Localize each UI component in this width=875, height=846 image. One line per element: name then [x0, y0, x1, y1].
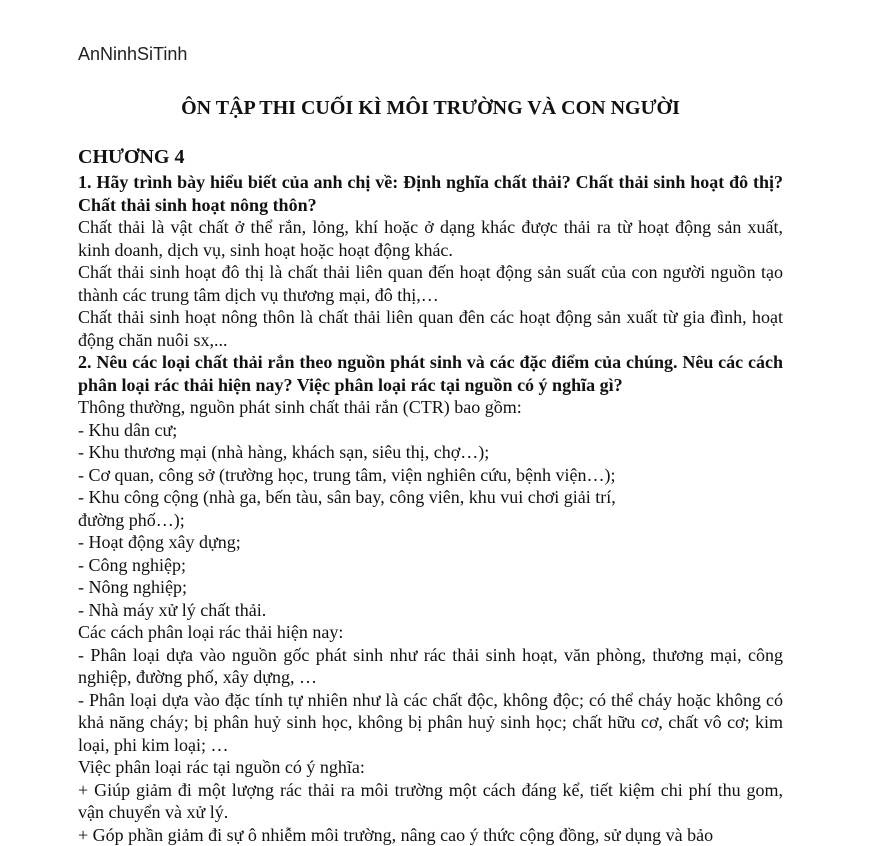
- list-item: - Khu công cộng (nhà ga, bến tàu, sân bay, công viên, khu vui chơi giải trí,: [78, 486, 783, 509]
- list-item: đường phố…);: [78, 509, 783, 532]
- list-item: - Cơ quan, công sở (trường học, trung tâm, viện nghiên cứu, bệnh viện…);: [78, 464, 783, 487]
- list-item: - Nông nghiệp;: [78, 576, 783, 599]
- question-1: 1. Hãy trình bày hiểu biết của anh chị về: Định nghĩa chất thải? Chất thải sinh hoạt đô thị? Chất thải sinh hoạt nông thôn?: [78, 171, 783, 216]
- document-title: ÔN TẬP THI CUỐI KÌ MÔI TRƯỜNG VÀ CON NGƯỜI: [78, 97, 783, 120]
- answer-paragraph: Chất thải là vật chất ở thể rắn, lỏng, khí hoặc ở dạng khác được thải ra từ hoạt động sản xuất, kinh doanh, dịch vụ, sinh hoạt hoặc hoạt động khác.: [78, 216, 783, 261]
- chapter-heading: CHƯƠNG 4: [78, 146, 184, 169]
- meaning-intro: Việc phân loại rác tại nguồn có ý nghĩa:: [78, 756, 783, 779]
- document-body: [78, 171, 783, 846]
- answer-paragraph: - Phân loại dựa vào đặc tính tự nhiên như là các chất độc, không độc; có thể cháy hoặc không có khả năng cháy; bị phân huỷ sinh học, không bị phân huỷ sinh học; chất hữu cơ, chất vô cơ; kim loại, phi kim loại; …: [78, 689, 783, 757]
- list-item: - Công nghiệp;: [78, 554, 783, 577]
- answer-paragraph: - Phân loại dựa vào nguồn gốc phát sinh như rác thải sinh hoạt, văn phòng, thương mại, công nghiệp, đường phố, xây dựng, …: [78, 644, 783, 689]
- answer-paragraph: Chất thải sinh hoạt đô thị là chất thải liên quan đến hoạt động sản suất của con người nguồn tạo thành các trung tâm dịch vụ thương mại, đô thị,…: [78, 261, 783, 306]
- methods-intro: Các cách phân loại rác thải hiện nay:: [78, 621, 783, 644]
- sources-intro: Thông thường, nguồn phát sinh chất thải rắn (CTR) bao gồm:: [78, 396, 783, 419]
- answer-paragraph: Chất thải sinh hoạt nông thôn là chất thải liên quan đên các hoạt động sản xuất từ gia đình, hoạt động chăn nuôi sx,...: [78, 306, 783, 351]
- answer-paragraph: + Góp phần giảm đi sự ô nhiễm môi trường, nâng cao ý thức cộng đồng, sử dụng và bảo: [78, 824, 783, 846]
- list-item: - Khu dân cư;: [78, 419, 783, 442]
- list-item: - Khu thương mại (nhà hàng, khách sạn, siêu thị, chợ…);: [78, 441, 783, 464]
- answer-paragraph: + Giúp giảm đi một lượng rác thải ra môi trường một cách đáng kể, tiết kiệm chi phí thu gom, vận chuyển và xử lý.: [78, 779, 783, 824]
- list-item: - Nhà máy xử lý chất thải.: [78, 599, 783, 622]
- question-2: 2. Nêu các loại chất thải rắn theo nguồn phát sinh và các đặc điểm của chúng. Nêu các cách phân loại rác thải hiện nay? Việc phân loại rác tại nguồn có ý nghĩa gì?: [78, 351, 783, 396]
- list-item: - Hoạt động xây dựng;: [78, 531, 783, 554]
- author-name: AnNinhSiTinh: [78, 44, 187, 65]
